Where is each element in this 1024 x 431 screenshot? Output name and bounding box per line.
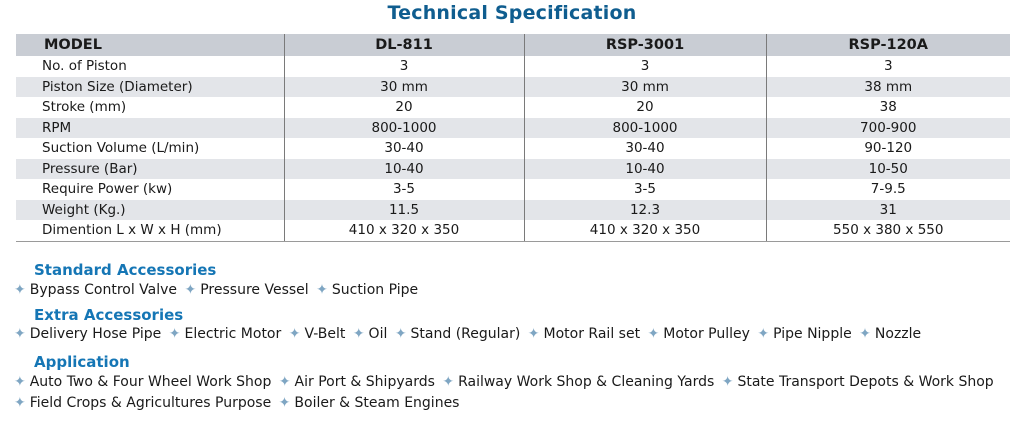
table-cell: 550 x 380 x 550 — [766, 220, 1010, 241]
row-label: RPM — [16, 118, 284, 139]
extra-accessories-list — [14, 324, 921, 344]
table-cell: 3 — [284, 56, 524, 77]
table-row — [16, 200, 1010, 221]
table-cell: 410 x 320 x 350 — [524, 220, 766, 241]
list-item — [719, 374, 994, 390]
list-item-label: V-Belt — [304, 326, 346, 342]
row-label: Require Power (kw) — [16, 179, 284, 200]
row-label: Dimention L x W x H (mm) — [16, 220, 284, 241]
application-list-line-2 — [14, 393, 459, 413]
table-row — [16, 118, 1010, 139]
list-item-label: Motor Rail set — [543, 326, 641, 342]
list-item-label: Electric Motor — [184, 326, 282, 342]
page-title: Technical Specification — [387, 2, 637, 24]
row-label: Weight (Kg.) — [16, 200, 284, 221]
extra-accessories-heading: Extra Accessories — [34, 306, 184, 324]
four-point-star-icon: ✦ — [278, 395, 291, 411]
list-item — [645, 326, 750, 342]
four-point-star-icon: ✦ — [352, 326, 365, 342]
table-cell: 3-5 — [284, 179, 524, 200]
table-cell: 3 — [766, 56, 1010, 77]
list-item — [276, 395, 460, 411]
row-label: Suction Volume (L/min) — [16, 138, 284, 159]
list-item — [392, 326, 521, 342]
four-point-star-icon: ✦ — [14, 395, 26, 411]
row-label: Piston Size (Diameter) — [16, 77, 284, 98]
table-cell: 38 — [766, 97, 1010, 118]
table-cell: 20 — [284, 97, 524, 118]
header-rsp-3001: RSP-3001 — [524, 34, 766, 56]
list-item-label: Bypass Control Valve — [29, 282, 178, 298]
four-point-star-icon: ✦ — [288, 326, 301, 342]
table-header-row — [16, 34, 1010, 56]
table-cell: 12.3 — [524, 200, 766, 221]
header-rsp-120a: RSP-120A — [766, 34, 1010, 56]
row-label: No. of Piston — [16, 56, 284, 77]
standard-accessories-list — [14, 280, 418, 300]
table-cell: 30-40 — [524, 138, 766, 159]
standard-accessories-heading: Standard Accessories — [34, 261, 217, 279]
list-item — [182, 282, 309, 298]
list-item-label: Field Crops & Agricultures Purpose — [29, 395, 272, 411]
list-item — [14, 374, 271, 390]
list-item-label: Motor Pulley — [663, 326, 750, 342]
list-item-label: Delivery Hose Pipe — [29, 326, 162, 342]
list-item-label: Air Port & Shipyards — [294, 374, 435, 390]
list-item — [856, 326, 921, 342]
list-item — [166, 326, 282, 342]
table-row — [16, 77, 1010, 98]
table-cell: 700-900 — [766, 118, 1010, 139]
table-cell: 30-40 — [284, 138, 524, 159]
four-point-star-icon: ✦ — [527, 326, 540, 342]
list-item-label: Pressure Vessel — [200, 282, 309, 298]
application-list-line-1 — [14, 372, 994, 392]
list-item-label: Oil — [368, 326, 388, 342]
four-point-star-icon: ✦ — [757, 326, 770, 342]
table-cell: 10-50 — [766, 159, 1010, 180]
table-cell: 7-9.5 — [766, 179, 1010, 200]
table-row — [16, 97, 1010, 118]
list-item-label: Nozzle — [874, 326, 922, 342]
list-item-label: Boiler & Steam Engines — [294, 395, 460, 411]
table-row — [16, 138, 1010, 159]
four-point-star-icon: ✦ — [859, 326, 871, 342]
four-point-star-icon: ✦ — [442, 374, 455, 390]
header-model: MODEL — [16, 34, 284, 56]
four-point-star-icon: ✦ — [721, 374, 734, 390]
table-cell: 90-120 — [766, 138, 1010, 159]
four-point-star-icon: ✦ — [14, 326, 26, 342]
list-item — [350, 326, 388, 342]
list-item — [439, 374, 714, 390]
table-cell: 10-40 — [284, 159, 524, 180]
table-cell: 20 — [524, 97, 766, 118]
four-point-star-icon: ✦ — [278, 374, 291, 390]
table-cell: 11.5 — [284, 200, 524, 221]
four-point-star-icon: ✦ — [394, 326, 407, 342]
four-point-star-icon: ✦ — [316, 282, 328, 298]
table-cell: 3-5 — [524, 179, 766, 200]
table-row — [16, 159, 1010, 180]
list-item — [754, 326, 851, 342]
list-item — [286, 326, 346, 342]
list-item-label: Suction Pipe — [331, 282, 419, 298]
list-item — [276, 374, 435, 390]
header-dl-811: DL-811 — [284, 34, 524, 56]
table-cell: 38 mm — [766, 77, 1010, 98]
list-item-label: Stand (Regular) — [410, 326, 521, 342]
table-row — [16, 220, 1010, 241]
list-item — [525, 326, 640, 342]
four-point-star-icon: ✦ — [168, 326, 181, 342]
list-item — [14, 282, 177, 298]
four-point-star-icon: ✦ — [647, 326, 660, 342]
four-point-star-icon: ✦ — [14, 374, 26, 390]
table-cell: 800-1000 — [524, 118, 766, 139]
table-cell: 10-40 — [524, 159, 766, 180]
application-heading: Application — [34, 353, 130, 371]
list-item-label: Railway Work Shop & Cleaning Yards — [458, 374, 715, 390]
table-cell: 30 mm — [524, 77, 766, 98]
list-item — [313, 282, 418, 298]
table-cell: 3 — [524, 56, 766, 77]
table-cell: 31 — [766, 200, 1010, 221]
table-cell: 30 mm — [284, 77, 524, 98]
list-item — [14, 395, 271, 411]
row-label: Stroke (mm) — [16, 97, 284, 118]
list-item — [14, 326, 161, 342]
four-point-star-icon: ✦ — [184, 282, 197, 298]
table-cell: 800-1000 — [284, 118, 524, 139]
four-point-star-icon: ✦ — [14, 282, 26, 298]
table-cell: 410 x 320 x 350 — [284, 220, 524, 241]
row-label: Pressure (Bar) — [16, 159, 284, 180]
list-item-label: Auto Two & Four Wheel Work Shop — [29, 374, 272, 390]
table-row — [16, 56, 1010, 77]
spec-table — [16, 34, 1010, 242]
list-item-label: Pipe Nipple — [773, 326, 852, 342]
table-row — [16, 179, 1010, 200]
list-item-label: State Transport Depots & Work Shop — [737, 374, 994, 390]
